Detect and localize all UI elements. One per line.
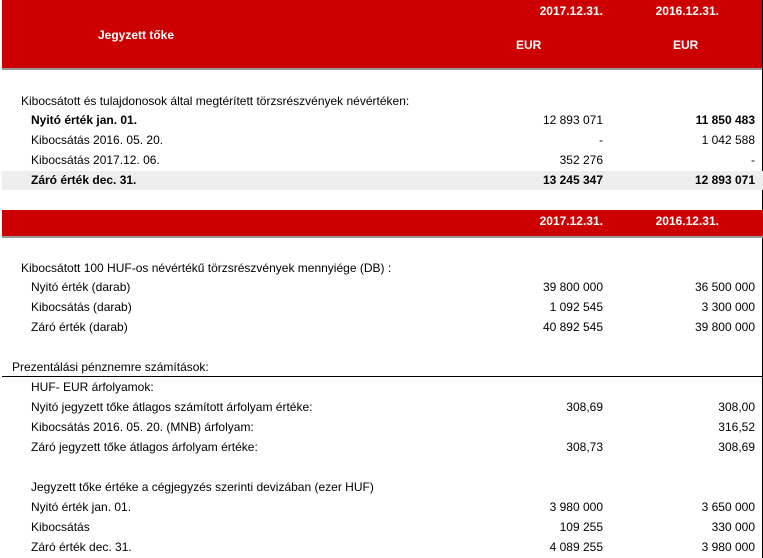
row-value-2017: 308,73 bbox=[566, 440, 603, 454]
row-label: Nyitó érték jan. 01. bbox=[31, 500, 132, 514]
section1-caption: Kibocsátott és tulajdonosok által megtérített törzsrészvények névértéken: bbox=[21, 94, 410, 108]
row-label: Kibocsátás 2017.12. 06. bbox=[31, 153, 160, 167]
row-value-2017: 40 892 545 bbox=[542, 320, 603, 334]
row-label: Záró jegyzett tőke átlagos árfolyam értéke: bbox=[31, 440, 258, 454]
row-value-2016: 11 850 483 bbox=[695, 113, 755, 127]
section3-rule bbox=[2, 376, 763, 377]
header-bar-2 bbox=[2, 210, 763, 236]
row-value-2017: 352 276 bbox=[559, 153, 603, 167]
row-value-2016: 3 650 000 bbox=[701, 500, 755, 514]
section2-caption: Kibocsátott 100 HUF-os névértékű törzsrészvények mennyiége (DB) : bbox=[21, 261, 392, 275]
row-value-2016: 3 300 000 bbox=[701, 300, 755, 314]
row-label: Záró érték (darab) bbox=[31, 320, 128, 334]
row-value-2017: 3 980 000 bbox=[549, 500, 603, 514]
row-value-2017: 39 800 000 bbox=[542, 280, 603, 294]
row-label: Kibocsátás (darab) bbox=[31, 300, 132, 314]
table-title: Jegyzett tőke bbox=[98, 28, 175, 42]
row-value-2016: 308,00 bbox=[718, 400, 755, 414]
row-value-2017: 1 092 545 bbox=[549, 300, 603, 314]
section3-subcaption: HUF- EUR árfolyamok: bbox=[31, 380, 154, 394]
row-value-2016: 36 500 000 bbox=[694, 280, 755, 294]
row-label: Kibocsátás 2016. 05. 20. bbox=[31, 133, 164, 147]
row-value-2016: 3 980 000 bbox=[701, 540, 755, 554]
col2-date: 2016.12.31. bbox=[655, 214, 719, 228]
col1-unit: EUR bbox=[516, 38, 542, 52]
section3-caption: Prezentálási pénznemre számítások: bbox=[12, 360, 209, 374]
row-label: Nyitó jegyzett tőke átlagos számított árfolyam értéke: bbox=[31, 400, 313, 414]
row-label: Záró érték dec. 31. bbox=[31, 173, 137, 187]
row-value-2017: 4 089 255 bbox=[549, 540, 603, 554]
header-bar-2-shadow bbox=[2, 236, 763, 238]
col1-date: 2017.12.31. bbox=[539, 214, 603, 228]
row-value-2016: 330 000 bbox=[711, 520, 755, 534]
row-value-2016: 1 042 588 bbox=[701, 133, 755, 147]
row-label: Nyitó érték jan. 01. bbox=[31, 113, 138, 127]
row-label: Kibocsátás 2016. 05. 20. (MNB) árfolyam: bbox=[31, 420, 254, 434]
header-bar-1-shadow bbox=[2, 68, 763, 70]
row-value-2017: 13 245 347 bbox=[542, 173, 603, 187]
row-value-2016: 308,69 bbox=[718, 440, 755, 454]
col2-date: 2016.12.31. bbox=[655, 4, 719, 18]
col1-date: 2017.12.31. bbox=[539, 4, 603, 18]
row-value-2016: 39 800 000 bbox=[694, 320, 755, 334]
row-label: Nyitó érték (darab) bbox=[31, 280, 131, 294]
row-value-2017: 12 893 071 bbox=[542, 113, 603, 127]
row-label: Kibocsátás bbox=[31, 520, 90, 534]
section4-caption: Jegyzett tőke értéke a cégjegyzés szerinti devizában (ezer HUF) bbox=[31, 480, 374, 494]
row-value-2017: 109 255 bbox=[559, 520, 603, 534]
row-value-2017: - bbox=[599, 133, 603, 147]
row-value-2016: 12 893 071 bbox=[694, 173, 755, 187]
row-value-2017: 308,69 bbox=[566, 400, 603, 414]
col2-unit: EUR bbox=[673, 38, 699, 52]
row-label: Záró érték dec. 31. bbox=[31, 540, 132, 554]
row-value-2016: 316,52 bbox=[718, 420, 755, 434]
row-value-2016: - bbox=[751, 153, 755, 167]
